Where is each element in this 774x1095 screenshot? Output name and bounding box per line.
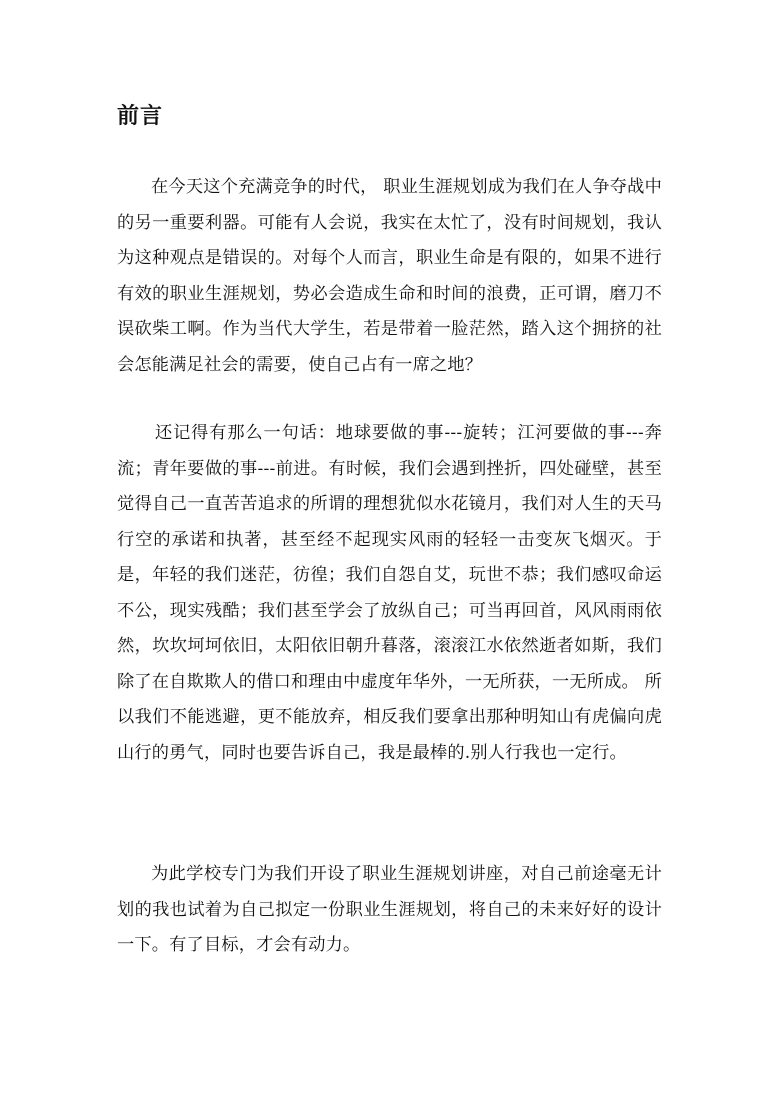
page-heading: 前言 <box>117 103 164 129</box>
paragraph-3: 为此学校专门为我们开设了职业生涯规划讲座，对自己前途毫无计划的我也试着为自己拟定一份职业生涯规划，将自己的未来好好的设计一下。有了目标，才会有动力。 <box>117 864 662 955</box>
paragraph-2: 还记得有那么一句话：地球要做的事---旋转；江河要做的事---奔流；青年要做的事---前进。有时候，我们会遇到挫折，四处碰壁，甚至觉得自己一直苦苦追求的所谓的理想犹似水花镜月，我们对人生的天马行空的承诺和执著，甚至经不起现实风雨的轻轻一击变灰飞烟灭。于是，年轻的我们迷茫，彷徨；我们自怨自艾，玩世不恭；我们感叹命运不公，现实残酷；我们甚至学会了放纵自己；可当再回首，风风雨雨依然，坎坎坷坷依旧，太阳依旧朝升暮落，滚滚江水依然逝者如斯，我们除了在自欺欺人的借口和理由中虚度年华外，一无所获，一无所成。 所以我们不能逃避，更不能放弃，相反我们要拿出那种明知山有虎偏向虎山行的勇气，同时也要告诉自己，我是最棒的.别人行我也一定行。 <box>117 423 662 763</box>
paragraph-1: 在今天这个充满竞争的时代， 职业生涯规划成为我们在人争夺战中的另一重要利器。可能有人会说，我实在太忙了，没有时间规划，我认为这种观点是错误的。对每个人而言，职业生命是有限的，如果不进行有效的职业生涯规划，势必会造成生命和时间的浪费，正可谓，磨刀不误砍柴工啊。作为当代大学生，若是带着一脸茫然，踏入这个拥挤的社会怎能满足社会的需要，使自己占有一席之地？ <box>117 177 662 375</box>
